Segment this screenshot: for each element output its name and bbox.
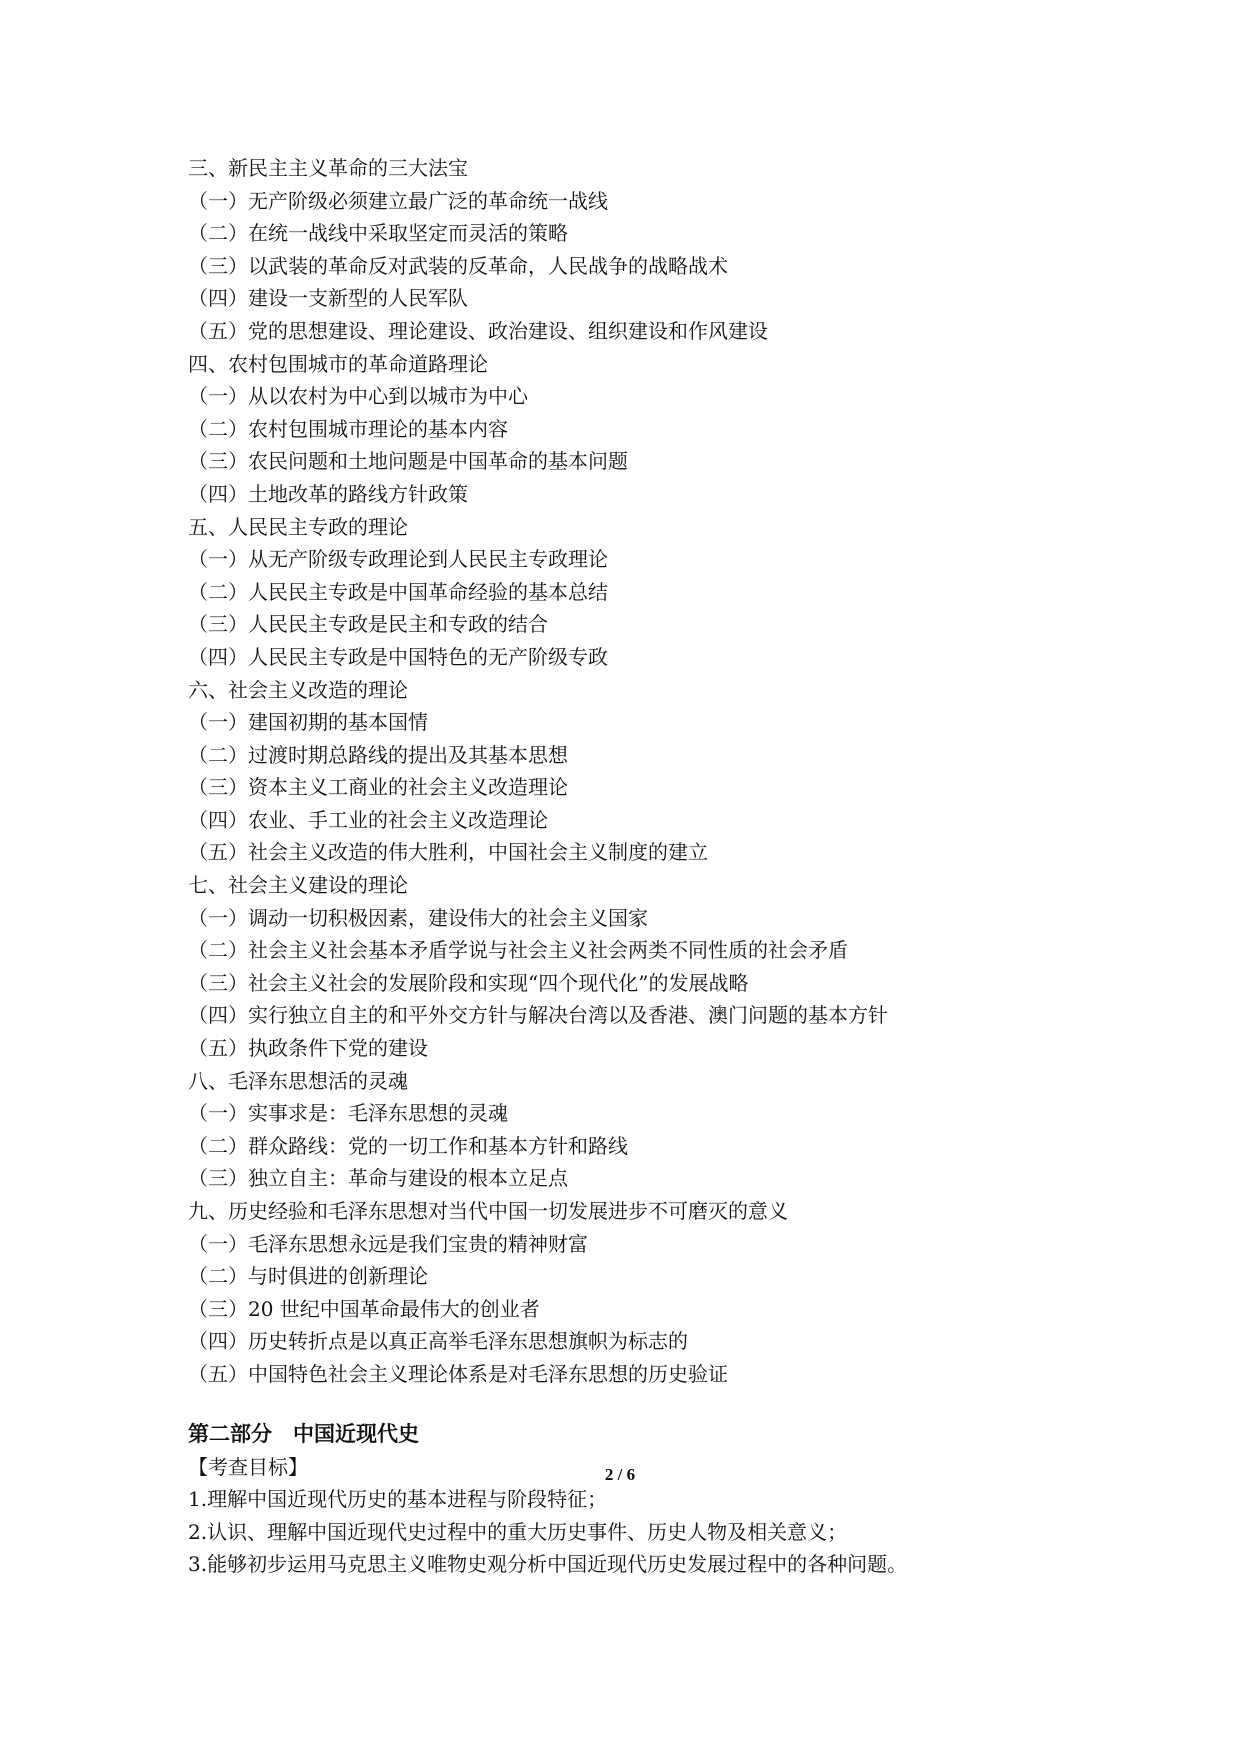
section-item: （三）人民民主专政是民主和专政的结合 bbox=[188, 612, 548, 637]
section-item: （五）执政条件下党的建设 bbox=[188, 1036, 428, 1061]
part-two-title: 第二部分 中国近现代史 bbox=[188, 1420, 419, 1446]
section-item: （二）农村包围城市理论的基本内容 bbox=[188, 416, 508, 441]
objectives-label: 【考查目标】 bbox=[188, 1454, 308, 1479]
section-item: （二）与时俱进的创新理论 bbox=[188, 1264, 428, 1289]
section-item: （四）历史转折点是以真正高举毛泽东思想旗帜为标志的 bbox=[188, 1329, 688, 1354]
section-item: （二）人民民主专政是中国革命经验的基本总结 bbox=[188, 579, 608, 604]
section-heading: 九、历史经验和毛泽东思想对当代中国一切发展进步不可磨灭的意义 bbox=[188, 1199, 788, 1223]
objective-item: 3.能够初步运用马克思主义唯物史观分析中国近现代历史发展过程中的各种问题。 bbox=[188, 1552, 908, 1577]
section-item: （一）从以农村为中心到以城市为中心 bbox=[188, 384, 528, 409]
section-item: （二）社会主义社会基本矛盾学说与社会主义社会两类不同性质的社会矛盾 bbox=[188, 938, 848, 963]
section-heading: 四、农村包围城市的革命道路理论 bbox=[188, 351, 488, 376]
section-item: （一）无产阶级必须建立最广泛的革命统一战线 bbox=[188, 188, 608, 213]
section-item: （三）农民问题和土地问题是中国革命的基本问题 bbox=[188, 449, 628, 474]
section-item: （三）资本主义工商业的社会主义改造理论 bbox=[188, 775, 568, 800]
section-item: （一）建国初期的基本国情 bbox=[188, 710, 428, 735]
section-item: （三）20 世纪中国革命最伟大的创业者 bbox=[188, 1296, 540, 1321]
section-heading: 五、人民民主专政的理论 bbox=[188, 514, 408, 539]
section-item: （四）土地改革的路线方针政策 bbox=[188, 481, 468, 506]
objective-item: 2.认识、理解中国近现代史过程中的重大历史事件、历史人物及相关意义； bbox=[188, 1519, 848, 1544]
section-item: （三）独立自主：革命与建设的根本立足点 bbox=[188, 1166, 568, 1191]
section-item: （一）从无产阶级专政理论到人民民主专政理论 bbox=[188, 547, 608, 572]
section-item: （四）人民民主专政是中国特色的无产阶级专政 bbox=[188, 644, 608, 669]
outline-sections bbox=[188, 152, 1088, 1391]
section-heading: 七、社会主义建设的理论 bbox=[188, 873, 408, 898]
objectives-list bbox=[188, 1483, 1088, 1581]
page-number: 2 / 6 bbox=[604, 1465, 636, 1484]
document-body bbox=[188, 152, 1088, 1581]
section-item: （一）调动一切积极因素，建设伟大的社会主义国家 bbox=[188, 905, 648, 930]
section-heading: 八、毛泽东思想活的灵魂 bbox=[188, 1068, 408, 1093]
section-item: （二）过渡时期总路线的提出及其基本思想 bbox=[188, 742, 568, 767]
section-item: （三）以武装的革命反对武装的反革命，人民战争的战略战术 bbox=[188, 253, 728, 278]
section-item: （一）毛泽东思想永远是我们宝贵的精神财富 bbox=[188, 1231, 588, 1256]
section-heading: 六、社会主义改造的理论 bbox=[188, 677, 408, 702]
section-item: （三）社会主义社会的发展阶段和实现“四个现代化”的发展战略 bbox=[188, 970, 749, 995]
section-item: （五）中国特色社会主义理论体系是对毛泽东思想的历史验证 bbox=[188, 1361, 728, 1386]
section-item: （一）实事求是：毛泽东思想的灵魂 bbox=[188, 1101, 508, 1126]
section-item: （四）农业、手工业的社会主义改造理论 bbox=[188, 807, 548, 832]
section-item: （二）群众路线：党的一切工作和基本方针和路线 bbox=[188, 1133, 628, 1158]
section-gap bbox=[188, 1391, 1088, 1417]
section-item: （五）社会主义改造的伟大胜利，中国社会主义制度的建立 bbox=[188, 840, 708, 865]
section-item: （四）建设一支新型的人民军队 bbox=[188, 286, 468, 311]
section-item: （四）实行独立自主的和平外交方针与解决台湾以及香港、澳门问题的基本方针 bbox=[188, 1003, 888, 1028]
objective-item: 1.理解中国近现代历史的基本进程与阶段特征； bbox=[188, 1487, 608, 1512]
section-heading: 三、新民主主义革命的三大法宝 bbox=[188, 156, 468, 180]
section-item: （二）在统一战线中采取坚定而灵活的策略 bbox=[188, 221, 568, 246]
section-item: （五）党的思想建设、理论建设、政治建设、组织建设和作风建设 bbox=[188, 318, 768, 343]
